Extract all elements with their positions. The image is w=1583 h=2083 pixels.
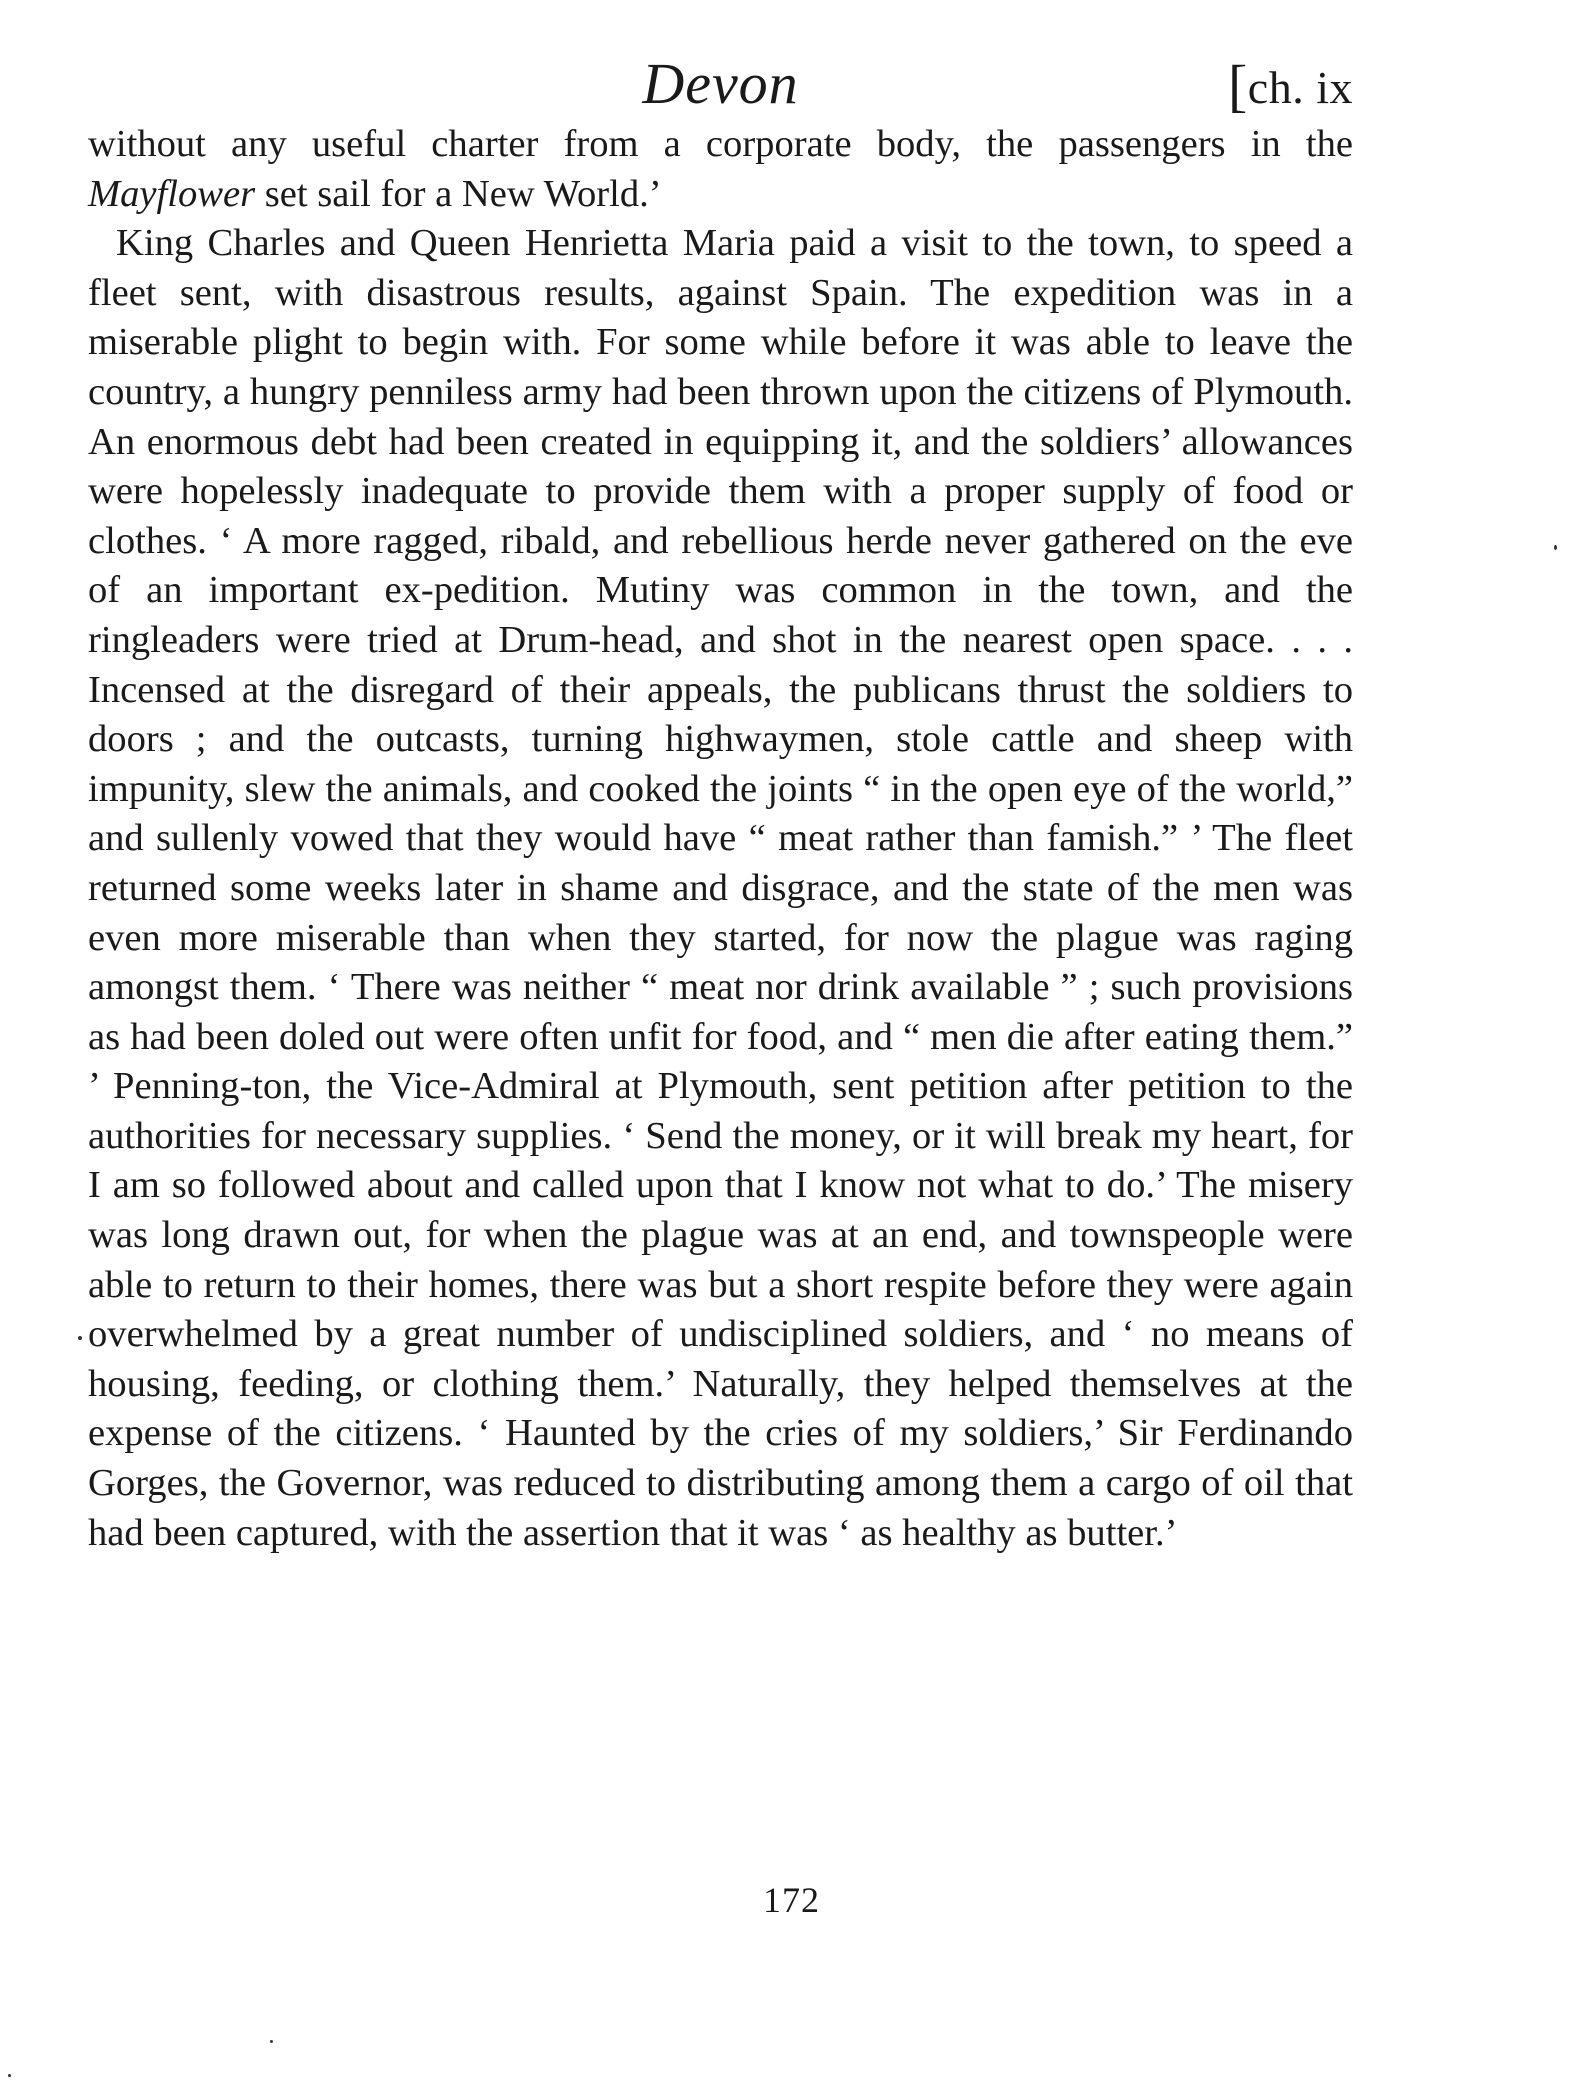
running-head: [88, 44, 1353, 124]
text-run: King Charles and Queen Henrietta Maria paid a visit to the town, to speed a fleet sent, with disastrous results, against Spain. The expedition was in a miserable plight to begin with. For some while before it was able to leave the country, a hungry penniless army had been thrown upon the citizens of Plymouth. An enormous debt had been created in equipping it, and the soldiers’ allowances were hopelessly inadequate to provide them with a proper supply of food or clothes. ‘ A more ragged, ribald, and rebellious herde never gathered on the eve of an important ex-pedition. Mutiny was common in the town, and the ringleaders were tried at Drum-head, and shot in the nearest open space. . . . Incensed at the disregard of their appeals, the publicans thrust the soldiers to doors ; and the outcasts, turning highwaymen, stole cattle and sheep with impunity, slew the animals, and cooked the joints “ in the open eye of the world,” and sullenly vowed that they would have “ meat rather than famish.” ’ The fleet returned some weeks later in shame and disgrace, and the state of the men was even more miserable than when they started, for now the plague was raging amongst them. ‘ There was neither “ meat nor drink available ” ; such provisions as had been doled out were often unfit for food, and “ men die after eating them.” ’ Penning-ton, the Vice-Admiral at Plymouth, sent petition after petition to the authorities for necessary supplies. ‘ Send the money, or it will break my heart, for I am so followed about and called upon that I know not what to do.’ The misery was long drawn out, for when the plague was at an end, and townspeople were able to return to their homes, there was but a short respite before they were again overwhelmed by a great number of undisciplined soldiers, and ‘ no means of housing, feeding, or clothing them.’ Naturally, they helped themselves at the expense of the citizens. ‘ Haunted by the cries of my soldiers,’ Sir Ferdinando Gorges, the Governor, was reduced to distributing among them a cargo of oil that had been captured, with the assertion that it was ‘ as healthy as butter.’: [88, 222, 1353, 1554]
paragraph: [88, 219, 1353, 1558]
chapter-bracket: [: [1227, 53, 1248, 118]
margin-speck: [78, 1336, 82, 1340]
chapter-label: ch. ix: [1247, 62, 1353, 113]
margin-speck: [8, 2074, 11, 2077]
text-run: set sail for a New World.’: [255, 172, 662, 215]
italic-title: Mayflower: [88, 172, 256, 215]
running-title: Devon: [642, 51, 799, 116]
paragraph: [88, 120, 1353, 219]
body-text: [88, 120, 1353, 1558]
chapter-reference: [1228, 44, 1353, 130]
margin-speck: [270, 2040, 273, 2043]
margin-speck: [1554, 545, 1557, 550]
page-number: 172: [763, 1880, 820, 1920]
text-run: without any useful charter from a corporate body, the passengers in the: [88, 123, 1353, 165]
